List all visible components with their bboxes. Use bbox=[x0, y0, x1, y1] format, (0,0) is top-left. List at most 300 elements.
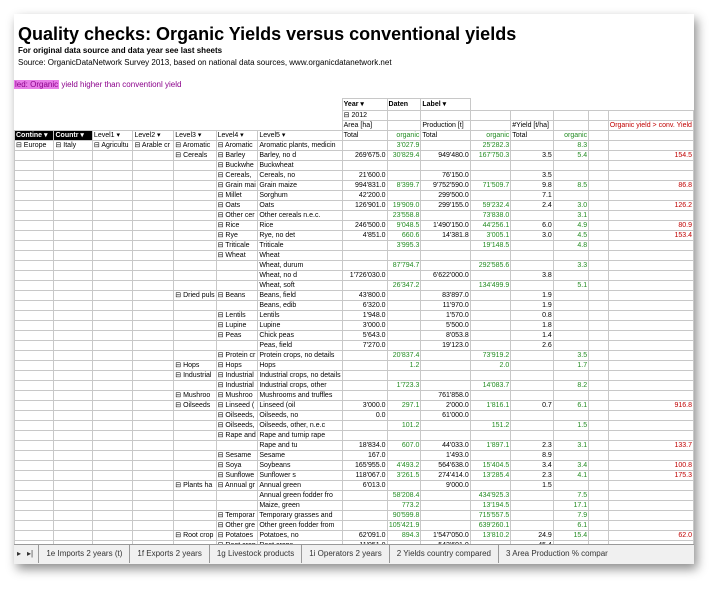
table-cell[interactable]: ⊟ Dried puls bbox=[175, 292, 215, 299]
table-cell[interactable]: 90'599.8 bbox=[387, 511, 421, 521]
table-cell[interactable]: 73'919.2 bbox=[470, 351, 510, 361]
table-cell[interactable] bbox=[54, 441, 92, 451]
table-cell[interactable]: ⊟ Triticale bbox=[216, 241, 258, 251]
table-cell[interactable] bbox=[342, 211, 387, 221]
table-cell[interactable] bbox=[608, 451, 693, 461]
table-cell[interactable] bbox=[608, 191, 693, 201]
table-cell[interactable] bbox=[470, 341, 510, 351]
table-cell[interactable]: 1'948.0 bbox=[342, 311, 387, 321]
sheet-tab[interactable]: 1f Exports 2 years bbox=[129, 545, 208, 563]
table-cell[interactable]: Wheat, soft bbox=[258, 281, 342, 291]
table-cell[interactable] bbox=[470, 451, 510, 461]
table-cell[interactable] bbox=[589, 371, 609, 381]
table-cell[interactable]: 134'499.9 bbox=[470, 281, 510, 291]
table-cell[interactable] bbox=[15, 381, 54, 391]
table-cell[interactable] bbox=[421, 421, 470, 431]
table-cell[interactable] bbox=[133, 171, 174, 181]
table-cell[interactable] bbox=[133, 271, 174, 281]
table-cell[interactable]: 7.1 bbox=[511, 191, 554, 201]
table-cell[interactable]: 1'490'150.0 bbox=[421, 221, 470, 231]
table-cell[interactable]: ⊟ Sesame bbox=[216, 451, 258, 461]
table-cell[interactable] bbox=[421, 261, 470, 271]
table-cell[interactable]: 3.1 bbox=[553, 441, 588, 451]
table-cell[interactable]: Total bbox=[511, 131, 554, 141]
table-cell[interactable]: 83'897.0 bbox=[421, 291, 470, 301]
table-cell[interactable] bbox=[174, 431, 216, 441]
table-cell[interactable] bbox=[553, 121, 588, 131]
table-cell[interactable] bbox=[174, 111, 216, 121]
table-cell[interactable] bbox=[589, 381, 609, 391]
table-cell[interactable] bbox=[470, 311, 510, 321]
table-cell[interactable]: 58'208.4 bbox=[387, 491, 421, 501]
table-cell[interactable] bbox=[470, 321, 510, 331]
table-cell[interactable] bbox=[216, 261, 258, 271]
table-cell[interactable] bbox=[421, 371, 470, 381]
table-cell[interactable]: ⊟ Grain mai bbox=[216, 181, 258, 191]
table-cell[interactable] bbox=[216, 121, 258, 131]
table-cell[interactable] bbox=[470, 331, 510, 341]
table-cell[interactable] bbox=[174, 341, 216, 351]
table-cell[interactable] bbox=[15, 111, 54, 121]
table-cell[interactable]: 299'500.0 bbox=[421, 191, 470, 201]
table-cell[interactable]: 4'851.0 bbox=[342, 231, 387, 241]
table-cell[interactable] bbox=[511, 99, 554, 111]
table-cell[interactable] bbox=[553, 271, 588, 281]
table-cell[interactable]: 0.0 bbox=[342, 411, 387, 421]
table-cell[interactable] bbox=[608, 351, 693, 361]
table-cell[interactable] bbox=[470, 111, 510, 121]
table-cell[interactable] bbox=[133, 341, 174, 351]
table-cell[interactable]: Sorghum bbox=[258, 191, 342, 201]
table-cell[interactable] bbox=[608, 271, 693, 281]
table-cell[interactable] bbox=[608, 111, 693, 121]
table-cell[interactable] bbox=[15, 371, 54, 381]
table-cell[interactable]: Linseed (oil bbox=[258, 401, 342, 411]
table-cell[interactable] bbox=[15, 471, 54, 481]
table-cell[interactable] bbox=[589, 99, 609, 111]
table-cell[interactable]: 761'858.0 bbox=[421, 391, 470, 401]
table-cell[interactable] bbox=[92, 341, 133, 351]
table-cell[interactable]: 269'675.0 bbox=[342, 151, 387, 161]
table-cell[interactable]: ⊟ Hops bbox=[216, 361, 258, 371]
table-cell[interactable] bbox=[511, 501, 554, 511]
table-cell[interactable] bbox=[54, 191, 92, 201]
table-cell[interactable]: 639'260.1 bbox=[470, 521, 510, 531]
table-cell[interactable] bbox=[511, 381, 554, 391]
table-cell[interactable]: 6'320.0 bbox=[342, 301, 387, 311]
table-cell[interactable] bbox=[174, 521, 216, 531]
table-cell[interactable] bbox=[421, 521, 470, 531]
table-cell[interactable] bbox=[589, 201, 609, 211]
table-cell[interactable]: 292'585.6 bbox=[470, 261, 510, 271]
table-cell[interactable]: Area [ha] bbox=[342, 121, 387, 131]
table-cell[interactable]: 24.9 bbox=[511, 531, 554, 541]
table-cell[interactable] bbox=[92, 441, 133, 451]
table-cell[interactable] bbox=[511, 211, 554, 221]
table-cell[interactable]: 13'194.5 bbox=[470, 501, 510, 511]
table-cell[interactable] bbox=[387, 451, 421, 461]
table-cell[interactable]: 2.0 bbox=[470, 361, 510, 371]
table-cell[interactable] bbox=[133, 311, 174, 321]
table-cell[interactable] bbox=[54, 111, 92, 121]
table-cell[interactable]: 153.4 bbox=[608, 231, 693, 241]
table-cell[interactable] bbox=[553, 191, 588, 201]
table-cell[interactable]: ⊟ Industrial bbox=[174, 371, 216, 381]
table-cell[interactable] bbox=[15, 191, 54, 201]
table-cell[interactable]: Chick peas bbox=[258, 331, 342, 341]
table-cell[interactable] bbox=[133, 111, 174, 121]
table-cell[interactable] bbox=[421, 141, 470, 151]
table-cell[interactable]: Wheat, no d bbox=[258, 271, 342, 281]
table-cell[interactable] bbox=[15, 311, 54, 321]
table-cell[interactable]: 167.0 bbox=[342, 451, 387, 461]
table-cell[interactable] bbox=[92, 211, 133, 221]
table-cell[interactable] bbox=[92, 511, 133, 521]
table-cell[interactable] bbox=[342, 391, 387, 401]
table-cell[interactable]: Sunflower s bbox=[258, 471, 342, 481]
table-cell[interactable] bbox=[92, 471, 133, 481]
table-cell[interactable] bbox=[133, 241, 174, 251]
table-cell[interactable]: Level5 ▾ bbox=[258, 131, 342, 141]
table-cell[interactable]: 18'834.0 bbox=[342, 441, 387, 451]
table-cell[interactable] bbox=[608, 501, 693, 511]
table-cell[interactable] bbox=[608, 161, 693, 171]
table-cell[interactable] bbox=[15, 241, 54, 251]
table-cell[interactable] bbox=[92, 421, 133, 431]
table-cell[interactable]: 434'925.3 bbox=[470, 491, 510, 501]
table-cell[interactable]: Industrial crops, other bbox=[258, 381, 342, 391]
table-cell[interactable]: 894.3 bbox=[387, 531, 421, 541]
table-cell[interactable]: Triticale bbox=[258, 241, 342, 251]
table-cell[interactable] bbox=[92, 311, 133, 321]
table-cell[interactable] bbox=[133, 501, 174, 511]
table-cell[interactable] bbox=[216, 301, 258, 311]
table-cell[interactable]: ⊟ Mushroo bbox=[174, 391, 216, 401]
table-cell[interactable]: 9.8 bbox=[511, 181, 554, 191]
table-cell[interactable] bbox=[54, 391, 92, 401]
table-cell[interactable] bbox=[470, 371, 510, 381]
table-cell[interactable]: 21'600.0 bbox=[342, 171, 387, 181]
table-cell[interactable]: Peas, field bbox=[258, 341, 342, 351]
table-cell[interactable]: 13'285.4 bbox=[470, 471, 510, 481]
table-cell[interactable]: 3.8 bbox=[511, 271, 554, 281]
table-cell[interactable] bbox=[608, 421, 693, 431]
table-cell[interactable] bbox=[342, 241, 387, 251]
table-cell[interactable] bbox=[15, 351, 54, 361]
table-cell[interactable]: 660.6 bbox=[387, 231, 421, 241]
table-cell[interactable]: 246'500.0 bbox=[342, 221, 387, 231]
table-cell[interactable]: 61'000.0 bbox=[421, 411, 470, 421]
table-cell[interactable] bbox=[54, 321, 92, 331]
table-cell[interactable] bbox=[589, 441, 609, 451]
table-cell[interactable] bbox=[511, 521, 554, 531]
pivot-table[interactable] bbox=[14, 98, 694, 551]
table-cell[interactable] bbox=[92, 321, 133, 331]
table-cell[interactable] bbox=[54, 261, 92, 271]
table-cell[interactable] bbox=[174, 181, 216, 191]
table-cell[interactable]: 26'347.2 bbox=[387, 281, 421, 291]
table-cell[interactable] bbox=[92, 491, 133, 501]
table-cell[interactable] bbox=[589, 431, 609, 441]
table-cell[interactable] bbox=[15, 421, 54, 431]
table-cell[interactable] bbox=[608, 511, 693, 521]
table-cell[interactable]: 105'421.9 bbox=[388, 522, 420, 529]
table-cell[interactable] bbox=[553, 411, 588, 421]
table-cell[interactable]: ⊟ Industrial bbox=[216, 371, 258, 381]
table-cell[interactable]: ⊟ Arable cr bbox=[133, 141, 174, 151]
table-cell[interactable]: 14'083.7 bbox=[470, 381, 510, 391]
table-cell[interactable] bbox=[92, 99, 133, 111]
table-cell[interactable]: 1.9 bbox=[511, 301, 554, 311]
table-cell[interactable] bbox=[54, 271, 92, 281]
table-cell[interactable] bbox=[92, 201, 133, 211]
table-cell[interactable] bbox=[421, 501, 470, 511]
table-cell[interactable]: ⊟ Millet bbox=[216, 191, 258, 201]
table-cell[interactable] bbox=[15, 181, 54, 191]
table-cell[interactable] bbox=[133, 531, 174, 541]
table-cell[interactable]: Total bbox=[421, 131, 470, 141]
table-cell[interactable] bbox=[92, 261, 133, 271]
table-cell[interactable] bbox=[511, 371, 554, 381]
table-cell[interactable] bbox=[54, 241, 92, 251]
table-cell[interactable] bbox=[54, 311, 92, 321]
table-cell[interactable] bbox=[589, 321, 609, 331]
table-cell[interactable]: Level1 ▾ bbox=[92, 131, 133, 141]
table-cell[interactable]: ⊟ Oilseeds, bbox=[216, 411, 258, 421]
table-cell[interactable] bbox=[54, 501, 92, 511]
table-cell[interactable]: Sesame bbox=[258, 451, 342, 461]
table-cell[interactable]: 44'033.0 bbox=[421, 441, 470, 451]
table-cell[interactable]: 6'013.0 bbox=[342, 481, 387, 491]
table-cell[interactable] bbox=[608, 391, 693, 401]
tab-scroll-right-icon[interactable]: ▸ bbox=[17, 549, 22, 558]
table-cell[interactable] bbox=[589, 131, 609, 141]
table-cell[interactable] bbox=[15, 161, 54, 171]
table-cell[interactable]: 1'570.0 bbox=[421, 311, 470, 321]
table-cell[interactable]: Lentils bbox=[258, 311, 342, 321]
table-cell[interactable] bbox=[174, 271, 216, 281]
table-cell[interactable] bbox=[589, 501, 609, 511]
table-cell[interactable] bbox=[387, 321, 421, 331]
table-cell[interactable]: 1.2 bbox=[387, 361, 421, 371]
table-cell[interactable] bbox=[216, 341, 258, 351]
table-cell[interactable] bbox=[553, 481, 588, 491]
table-cell[interactable]: Rye, no det bbox=[258, 231, 342, 241]
table-cell[interactable] bbox=[15, 271, 54, 281]
table-cell[interactable] bbox=[387, 481, 421, 491]
table-cell[interactable]: 3'000.0 bbox=[342, 401, 387, 411]
table-cell[interactable] bbox=[511, 361, 554, 371]
table-cell[interactable]: 3.3 bbox=[553, 261, 588, 271]
table-cell[interactable] bbox=[342, 381, 387, 391]
table-cell[interactable] bbox=[608, 431, 693, 441]
table-cell[interactable] bbox=[174, 421, 216, 431]
table-cell[interactable] bbox=[54, 291, 92, 301]
table-cell[interactable]: 8'399.7 bbox=[387, 181, 421, 191]
table-cell[interactable] bbox=[589, 161, 609, 171]
table-cell[interactable] bbox=[589, 241, 609, 251]
table-cell[interactable] bbox=[15, 99, 54, 111]
table-cell[interactable]: Temporary grasses and bbox=[258, 511, 342, 521]
table-cell[interactable] bbox=[174, 281, 216, 291]
table-cell[interactable] bbox=[15, 431, 54, 441]
table-cell[interactable] bbox=[174, 331, 216, 341]
table-cell[interactable] bbox=[92, 161, 133, 171]
table-cell[interactable] bbox=[342, 521, 387, 531]
table-cell[interactable] bbox=[92, 111, 133, 121]
table-cell[interactable]: 5'500.0 bbox=[421, 321, 470, 331]
table-cell[interactable] bbox=[15, 261, 54, 271]
table-cell[interactable] bbox=[608, 411, 693, 421]
table-cell[interactable]: 3'995.3 bbox=[387, 241, 421, 251]
table-cell[interactable]: ⊟ Rye bbox=[216, 231, 258, 241]
table-cell[interactable] bbox=[511, 421, 554, 431]
table-cell[interactable]: Production [t] bbox=[421, 121, 470, 131]
table-cell[interactable]: Soybeans bbox=[258, 461, 342, 471]
table-cell[interactable] bbox=[133, 391, 174, 401]
table-cell[interactable]: 19'123.0 bbox=[421, 341, 470, 351]
table-cell[interactable] bbox=[174, 321, 216, 331]
table-cell[interactable]: 3.0 bbox=[553, 201, 588, 211]
table-cell[interactable] bbox=[421, 111, 470, 121]
table-cell[interactable]: ⊟ Buckwhe bbox=[216, 161, 258, 171]
table-cell[interactable]: 20'837.4 bbox=[387, 351, 421, 361]
table-cell[interactable] bbox=[133, 511, 174, 521]
table-cell[interactable] bbox=[589, 401, 609, 411]
table-cell[interactable] bbox=[92, 271, 133, 281]
table-cell[interactable] bbox=[174, 201, 216, 211]
table-cell[interactable] bbox=[589, 511, 609, 521]
table-cell[interactable]: 100.8 bbox=[608, 461, 693, 471]
table-cell[interactable] bbox=[133, 211, 174, 221]
table-cell[interactable] bbox=[608, 99, 693, 111]
table-cell[interactable]: 1.5 bbox=[553, 421, 588, 431]
table-cell[interactable]: ⊟ Sunflowe bbox=[216, 471, 258, 481]
table-cell[interactable] bbox=[15, 531, 54, 541]
table-cell[interactable] bbox=[174, 511, 216, 521]
table-cell[interactable] bbox=[387, 161, 421, 171]
table-cell[interactable]: 9'000.0 bbox=[421, 481, 470, 491]
table-cell[interactable] bbox=[174, 491, 216, 501]
table-cell[interactable]: 1'726'030.0 bbox=[342, 271, 387, 281]
table-cell[interactable] bbox=[54, 351, 92, 361]
table-cell[interactable]: 274'414.0 bbox=[421, 471, 470, 481]
table-cell[interactable]: 1.7 bbox=[553, 361, 588, 371]
table-cell[interactable]: Other green fodder from bbox=[258, 521, 342, 531]
table-cell[interactable]: Oilseeds, other, n.e.c bbox=[258, 421, 342, 431]
table-cell[interactable]: ⊟ Rice bbox=[216, 221, 258, 231]
table-cell[interactable]: 126'901.0 bbox=[342, 201, 387, 211]
table-cell[interactable]: ⊟ Rape and bbox=[216, 431, 258, 441]
table-cell[interactable] bbox=[174, 311, 216, 321]
table-cell[interactable] bbox=[553, 251, 588, 261]
table-cell[interactable]: 297.1 bbox=[387, 401, 421, 411]
table-cell[interactable]: ⊟ Hops bbox=[174, 361, 216, 371]
table-cell[interactable] bbox=[258, 111, 342, 121]
table-cell[interactable] bbox=[608, 321, 693, 331]
table-cell[interactable]: 994'831.0 bbox=[342, 181, 387, 191]
table-cell[interactable] bbox=[133, 121, 174, 131]
table-cell[interactable] bbox=[342, 431, 387, 441]
table-cell[interactable] bbox=[15, 251, 54, 261]
table-cell[interactable]: Rice bbox=[258, 221, 342, 231]
table-cell[interactable]: 8.3 bbox=[553, 141, 588, 151]
table-cell[interactable] bbox=[608, 241, 693, 251]
table-cell[interactable] bbox=[15, 481, 54, 491]
table-cell[interactable] bbox=[54, 531, 92, 541]
table-cell[interactable] bbox=[54, 381, 92, 391]
table-cell[interactable] bbox=[133, 321, 174, 331]
table-cell[interactable] bbox=[15, 171, 54, 181]
table-cell[interactable] bbox=[470, 171, 510, 181]
table-cell[interactable] bbox=[92, 191, 133, 201]
table-cell[interactable] bbox=[589, 261, 609, 271]
table-cell[interactable]: 2'000.0 bbox=[421, 401, 470, 411]
table-cell[interactable]: 949'480.0 bbox=[421, 151, 470, 161]
table-cell[interactable]: 299'155.0 bbox=[421, 201, 470, 211]
table-cell[interactable] bbox=[470, 251, 510, 261]
table-cell[interactable] bbox=[589, 391, 609, 401]
table-cell[interactable] bbox=[342, 351, 387, 361]
table-cell[interactable] bbox=[15, 441, 54, 451]
table-cell[interactable]: ⊟ Barley bbox=[216, 151, 258, 161]
table-cell[interactable]: ⊟ Lentils bbox=[216, 311, 258, 321]
table-cell[interactable] bbox=[589, 411, 609, 421]
table-cell[interactable]: 80.9 bbox=[608, 221, 693, 231]
table-cell[interactable] bbox=[589, 421, 609, 431]
table-cell[interactable] bbox=[133, 221, 174, 231]
table-cell[interactable]: ⊟ Peas bbox=[216, 331, 258, 341]
table-cell[interactable] bbox=[15, 401, 54, 411]
table-cell[interactable] bbox=[470, 271, 510, 281]
table-cell[interactable] bbox=[589, 361, 609, 371]
table-cell[interactable] bbox=[15, 221, 54, 231]
table-cell[interactable] bbox=[174, 121, 216, 131]
table-cell[interactable]: ⊟ Other cer bbox=[216, 211, 258, 221]
table-cell[interactable] bbox=[54, 361, 92, 371]
table-cell[interactable] bbox=[589, 341, 609, 351]
table-cell[interactable] bbox=[15, 291, 54, 301]
table-cell[interactable]: 5'643.0 bbox=[342, 331, 387, 341]
table-cell[interactable]: 8.9 bbox=[511, 451, 554, 461]
table-cell[interactable]: Countr ▾ bbox=[54, 131, 92, 141]
table-cell[interactable] bbox=[54, 491, 92, 501]
table-cell[interactable]: 11'970.0 bbox=[421, 301, 470, 311]
sheet-tab[interactable]: 1e Imports 2 years (t) bbox=[38, 545, 129, 563]
table-cell[interactable] bbox=[133, 261, 174, 271]
table-cell[interactable]: ⊟ Root crop bbox=[174, 531, 216, 541]
table-cell[interactable] bbox=[470, 161, 510, 171]
table-cell[interactable] bbox=[174, 231, 216, 241]
table-cell[interactable] bbox=[92, 241, 133, 251]
table-cell[interactable]: Maize, green bbox=[258, 501, 342, 511]
table-cell[interactable]: Protein crops, no details bbox=[258, 351, 342, 361]
table-cell[interactable] bbox=[174, 211, 216, 221]
table-cell[interactable]: 1'816.1 bbox=[470, 401, 510, 411]
table-cell[interactable] bbox=[92, 361, 133, 371]
table-cell[interactable] bbox=[133, 99, 174, 111]
table-cell[interactable]: 916.8 bbox=[608, 401, 693, 411]
table-cell[interactable] bbox=[553, 171, 588, 181]
table-cell[interactable] bbox=[553, 311, 588, 321]
table-cell[interactable]: ⊟ Wheat bbox=[216, 251, 258, 261]
table-cell[interactable]: 4'493.2 bbox=[387, 461, 421, 471]
table-cell[interactable]: 30'829.4 bbox=[387, 151, 421, 161]
table-cell[interactable]: ⊟ 2012 bbox=[342, 111, 387, 121]
table-cell[interactable] bbox=[589, 121, 609, 131]
table-cell[interactable] bbox=[15, 231, 54, 241]
table-cell[interactable] bbox=[174, 261, 216, 271]
